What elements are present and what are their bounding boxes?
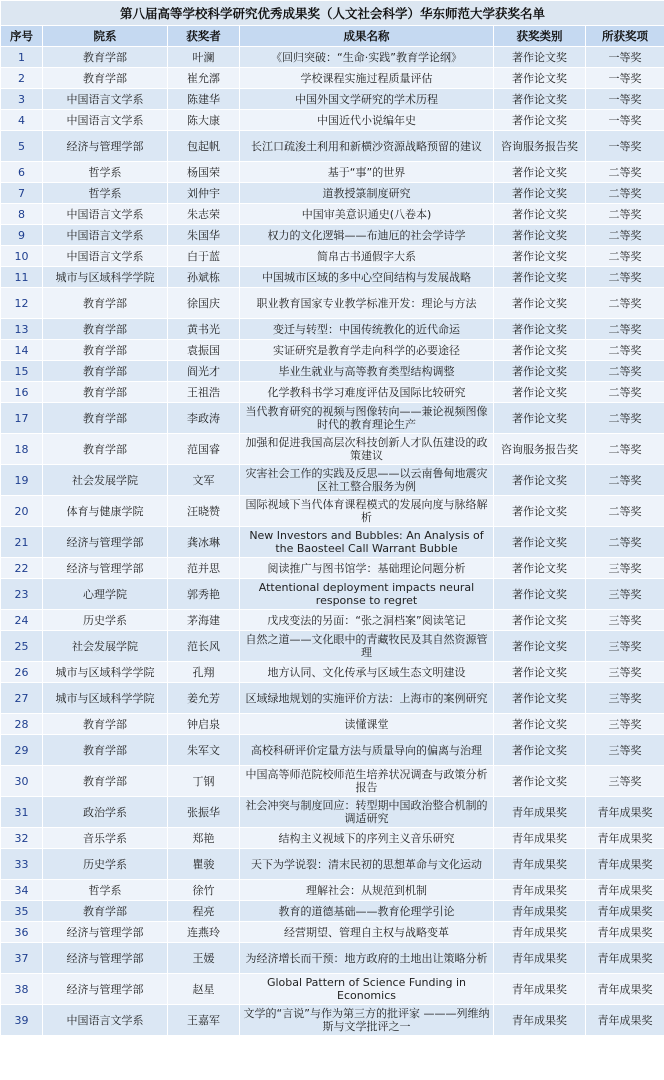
table-row (1, 662, 664, 683)
table-row (1, 610, 664, 631)
cell-no: 24 (1, 610, 43, 631)
cell-dept: 哲学系 (43, 162, 168, 183)
cell-no: 32 (1, 828, 43, 849)
cell-award: 青年成果奖 (586, 880, 664, 901)
cell-person: 李政涛 (168, 403, 240, 434)
cell-category: 著作论文奖 (494, 47, 586, 68)
table-row (1, 849, 664, 880)
cell-category: 著作论文奖 (494, 496, 586, 527)
cell-award: 二等奖 (586, 267, 664, 288)
cell-person: 朱国华 (168, 225, 240, 246)
cell-dept: 教育学部 (43, 735, 168, 766)
cell-category: 青年成果奖 (494, 849, 586, 880)
cell-title: 变迁与转型：中国传统教化的近代命运 (240, 319, 494, 340)
cell-award: 三等奖 (586, 766, 664, 797)
cell-title: 加强和促进我国高层次科技创新人才队伍建设的政策建议 (240, 434, 494, 465)
cell-award: 一等奖 (586, 47, 664, 68)
cell-title: 高校科研评价定量方法与质量导向的偏离与治理 (240, 735, 494, 766)
cell-title: 中国城市区域的多中心空间结构与发展战略 (240, 267, 494, 288)
table-row (1, 183, 664, 204)
cell-title: 当代教育研究的视频与图像转向——兼论视频图像时代的教育理论生产 (240, 403, 494, 434)
cell-person: 王嘉军 (168, 1005, 240, 1036)
cell-category: 著作论文奖 (494, 403, 586, 434)
cell-award: 三等奖 (586, 631, 664, 662)
table-row (1, 131, 664, 162)
cell-no: 26 (1, 662, 43, 683)
cell-title: 道教授箓制度研究 (240, 183, 494, 204)
cell-category: 著作论文奖 (494, 610, 586, 631)
table-row (1, 319, 664, 340)
table-row (1, 496, 664, 527)
cell-person: 张振华 (168, 797, 240, 828)
cell-title: 地方认同、文化传承与区域生态文明建设 (240, 662, 494, 683)
cell-category: 青年成果奖 (494, 943, 586, 974)
cell-award: 二等奖 (586, 527, 664, 558)
cell-title: 权力的文化逻辑——布迪厄的社会学诗学 (240, 225, 494, 246)
cell-title: 基于“事”的世界 (240, 162, 494, 183)
cell-dept: 哲学系 (43, 880, 168, 901)
cell-category: 著作论文奖 (494, 340, 586, 361)
cell-category: 著作论文奖 (494, 465, 586, 496)
table-row (1, 382, 664, 403)
title-row (1, 1, 664, 26)
cell-category: 著作论文奖 (494, 631, 586, 662)
cell-award: 三等奖 (586, 683, 664, 714)
cell-dept: 教育学部 (43, 319, 168, 340)
table-row (1, 465, 664, 496)
table-row (1, 943, 664, 974)
cell-category: 著作论文奖 (494, 558, 586, 579)
cell-dept: 教育学部 (43, 382, 168, 403)
cell-award: 二等奖 (586, 288, 664, 319)
cell-title: 社会冲突与制度回应：转型期中国政治整合机制的调适研究 (240, 797, 494, 828)
cell-title: 文学的“言说”与作为第三方的批评家 ———列维纳斯与文学批评之一 (240, 1005, 494, 1036)
cell-award: 青年成果奖 (586, 1005, 664, 1036)
cell-title: Attentional deployment impacts neural response to regret (240, 579, 494, 610)
cell-no: 13 (1, 319, 43, 340)
cell-award: 二等奖 (586, 162, 664, 183)
cell-dept: 经济与管理学部 (43, 974, 168, 1005)
cell-person: 赵星 (168, 974, 240, 1005)
cell-dept: 城市与区域科学学院 (43, 662, 168, 683)
cell-person: 连燕玲 (168, 922, 240, 943)
cell-dept: 经济与管理学部 (43, 527, 168, 558)
cell-award: 青年成果奖 (586, 922, 664, 943)
table-row (1, 735, 664, 766)
cell-person: 阎光才 (168, 361, 240, 382)
cell-no: 38 (1, 974, 43, 1005)
cell-no: 28 (1, 714, 43, 735)
cell-award: 青年成果奖 (586, 849, 664, 880)
cell-award: 一等奖 (586, 89, 664, 110)
cell-category: 著作论文奖 (494, 267, 586, 288)
table-row (1, 89, 664, 110)
cell-person: 杨国荣 (168, 162, 240, 183)
cell-person: 程亮 (168, 901, 240, 922)
cell-category: 著作论文奖 (494, 162, 586, 183)
cell-award: 青年成果奖 (586, 828, 664, 849)
cell-category: 青年成果奖 (494, 797, 586, 828)
table-row (1, 162, 664, 183)
cell-no: 29 (1, 735, 43, 766)
cell-category: 著作论文奖 (494, 288, 586, 319)
cell-person: 王媛 (168, 943, 240, 974)
cell-title: 中国近代小说编年史 (240, 110, 494, 131)
cell-title: 职业教育国家专业教学标准开发：理论与方法 (240, 288, 494, 319)
table-row (1, 204, 664, 225)
cell-award: 青年成果奖 (586, 974, 664, 1005)
table-row (1, 434, 664, 465)
cell-person: 郑艳 (168, 828, 240, 849)
cell-person: 朱志荣 (168, 204, 240, 225)
cell-award: 三等奖 (586, 579, 664, 610)
cell-dept: 教育学部 (43, 901, 168, 922)
cell-award: 一等奖 (586, 110, 664, 131)
cell-category: 著作论文奖 (494, 68, 586, 89)
table-row (1, 225, 664, 246)
cell-award: 二等奖 (586, 204, 664, 225)
cell-no: 21 (1, 527, 43, 558)
cell-dept: 经济与管理学部 (43, 131, 168, 162)
cell-no: 27 (1, 683, 43, 714)
cell-no: 14 (1, 340, 43, 361)
cell-title: 中国审美意识通史(八卷本) (240, 204, 494, 225)
cell-no: 36 (1, 922, 43, 943)
cell-no: 15 (1, 361, 43, 382)
cell-dept: 教育学部 (43, 47, 168, 68)
cell-title: 简帛古书通假字大系 (240, 246, 494, 267)
cell-no: 17 (1, 403, 43, 434)
table-row (1, 110, 664, 131)
cell-person: 叶澜 (168, 47, 240, 68)
cell-person: 徐国庆 (168, 288, 240, 319)
cell-category: 著作论文奖 (494, 361, 586, 382)
cell-dept: 经济与管理学部 (43, 922, 168, 943)
cell-person: 姜允芳 (168, 683, 240, 714)
cell-no: 33 (1, 849, 43, 880)
cell-category: 青年成果奖 (494, 922, 586, 943)
cell-person: 白于蓝 (168, 246, 240, 267)
cell-category: 著作论文奖 (494, 579, 586, 610)
table-row (1, 828, 664, 849)
cell-category: 青年成果奖 (494, 1005, 586, 1036)
table-row (1, 340, 664, 361)
cell-person: 徐竹 (168, 880, 240, 901)
cell-dept: 历史学系 (43, 849, 168, 880)
table-row (1, 631, 664, 662)
header-person: 获奖者 (168, 26, 240, 47)
cell-person: 黄书光 (168, 319, 240, 340)
cell-dept: 教育学部 (43, 434, 168, 465)
table-row (1, 901, 664, 922)
cell-title: 中国外国文学研究的学术历程 (240, 89, 494, 110)
cell-award: 二等奖 (586, 496, 664, 527)
table-title: 第八届高等学校科学研究优秀成果奖（人文社会科学）华东师范大学获奖名单 (1, 1, 664, 26)
cell-title: 《回归突破：“生命·实践”教育学论纲》 (240, 47, 494, 68)
cell-person: 崔允漷 (168, 68, 240, 89)
cell-category: 著作论文奖 (494, 662, 586, 683)
table-row (1, 579, 664, 610)
cell-category: 著作论文奖 (494, 183, 586, 204)
cell-person: 钟启泉 (168, 714, 240, 735)
cell-person: 王祖浩 (168, 382, 240, 403)
cell-no: 31 (1, 797, 43, 828)
cell-category: 著作论文奖 (494, 382, 586, 403)
cell-person: 袁振国 (168, 340, 240, 361)
cell-dept: 体育与健康学院 (43, 496, 168, 527)
header-category: 获奖类别 (494, 26, 586, 47)
cell-title: New Investors and Bubbles: An Analysis of the Baosteel Call Warrant Bubble (240, 527, 494, 558)
cell-no: 25 (1, 631, 43, 662)
cell-category: 著作论文奖 (494, 246, 586, 267)
cell-dept: 教育学部 (43, 288, 168, 319)
cell-person: 陈大康 (168, 110, 240, 131)
cell-category: 著作论文奖 (494, 225, 586, 246)
table-row (1, 974, 664, 1005)
cell-person: 汪晓赞 (168, 496, 240, 527)
cell-dept: 教育学部 (43, 403, 168, 434)
cell-dept: 历史学系 (43, 610, 168, 631)
header-title: 成果名称 (240, 26, 494, 47)
cell-no: 7 (1, 183, 43, 204)
cell-award: 二等奖 (586, 361, 664, 382)
cell-title: 区域绿地规划的实施评价方法：上海市的案例研究 (240, 683, 494, 714)
cell-title: Global Pattern of Science Funding in Economics (240, 974, 494, 1005)
cell-person: 孙斌栋 (168, 267, 240, 288)
cell-person: 陈建华 (168, 89, 240, 110)
cell-category: 著作论文奖 (494, 110, 586, 131)
table-body (1, 47, 664, 1036)
cell-dept: 教育学部 (43, 361, 168, 382)
cell-award: 三等奖 (586, 662, 664, 683)
table-row (1, 880, 664, 901)
cell-award: 三等奖 (586, 735, 664, 766)
cell-title: 为经济增长而干预：地方政府的土地出让策略分析 (240, 943, 494, 974)
cell-person: 文军 (168, 465, 240, 496)
cell-category: 著作论文奖 (494, 204, 586, 225)
table-row (1, 246, 664, 267)
cell-no: 3 (1, 89, 43, 110)
cell-dept: 政治学系 (43, 797, 168, 828)
cell-no: 9 (1, 225, 43, 246)
cell-award: 一等奖 (586, 68, 664, 89)
cell-dept: 心理学院 (43, 579, 168, 610)
cell-dept: 中国语言文学系 (43, 89, 168, 110)
cell-title: 自然之道——文化眼中的青藏牧民及其自然资源管理 (240, 631, 494, 662)
cell-person: 瞿骏 (168, 849, 240, 880)
cell-dept: 中国语言文学系 (43, 225, 168, 246)
cell-category: 著作论文奖 (494, 527, 586, 558)
cell-dept: 教育学部 (43, 68, 168, 89)
cell-award: 青年成果奖 (586, 797, 664, 828)
cell-category: 青年成果奖 (494, 974, 586, 1005)
cell-award: 三等奖 (586, 714, 664, 735)
table-row (1, 714, 664, 735)
cell-dept: 教育学部 (43, 340, 168, 361)
cell-award: 青年成果奖 (586, 901, 664, 922)
cell-category: 著作论文奖 (494, 714, 586, 735)
cell-no: 18 (1, 434, 43, 465)
cell-award: 青年成果奖 (586, 943, 664, 974)
cell-person: 丁钢 (168, 766, 240, 797)
cell-title: 结构主义视域下的序列主义音乐研究 (240, 828, 494, 849)
cell-no: 12 (1, 288, 43, 319)
table-row (1, 527, 664, 558)
cell-title: 化学教科书学习难度评估及国际比较研究 (240, 382, 494, 403)
cell-no: 16 (1, 382, 43, 403)
cell-no: 37 (1, 943, 43, 974)
cell-title: 阅读推广与图书馆学：基础理论问题分析 (240, 558, 494, 579)
cell-no: 10 (1, 246, 43, 267)
cell-title: 经营期望、管理自主权与战略变革 (240, 922, 494, 943)
cell-person: 龚冰琳 (168, 527, 240, 558)
cell-title: 读懂课堂 (240, 714, 494, 735)
header-dept: 院系 (43, 26, 168, 47)
cell-title: 学校课程实施过程质量评估 (240, 68, 494, 89)
cell-no: 39 (1, 1005, 43, 1036)
cell-dept: 城市与区域科学学院 (43, 267, 168, 288)
cell-award: 二等奖 (586, 183, 664, 204)
cell-person: 郭秀艳 (168, 579, 240, 610)
table-row (1, 683, 664, 714)
cell-category: 青年成果奖 (494, 901, 586, 922)
cell-title: 长江口疏浚土利用和新横沙资源战略预留的建议 (240, 131, 494, 162)
table-row (1, 558, 664, 579)
cell-no: 1 (1, 47, 43, 68)
table-row (1, 361, 664, 382)
cell-person: 范并思 (168, 558, 240, 579)
cell-category: 著作论文奖 (494, 766, 586, 797)
cell-dept: 教育学部 (43, 714, 168, 735)
cell-no: 5 (1, 131, 43, 162)
cell-dept: 社会发展学院 (43, 631, 168, 662)
cell-category: 咨询服务报告奖 (494, 434, 586, 465)
table-row (1, 47, 664, 68)
cell-person: 范长风 (168, 631, 240, 662)
header-no: 序号 (1, 26, 43, 47)
cell-dept: 经济与管理学部 (43, 558, 168, 579)
cell-person: 孔翔 (168, 662, 240, 683)
cell-no: 19 (1, 465, 43, 496)
cell-no: 35 (1, 901, 43, 922)
cell-title: 教育的道德基础——教育伦理学引论 (240, 901, 494, 922)
table-row (1, 797, 664, 828)
cell-person: 包起帆 (168, 131, 240, 162)
header-row (1, 26, 664, 47)
cell-category: 青年成果奖 (494, 828, 586, 849)
cell-award: 二等奖 (586, 319, 664, 340)
cell-dept: 哲学系 (43, 183, 168, 204)
cell-dept: 教育学部 (43, 766, 168, 797)
cell-no: 23 (1, 579, 43, 610)
table-row (1, 288, 664, 319)
header-award: 所获奖项 (586, 26, 664, 47)
cell-person: 范国睿 (168, 434, 240, 465)
cell-category: 青年成果奖 (494, 880, 586, 901)
cell-dept: 经济与管理学部 (43, 943, 168, 974)
cell-category: 著作论文奖 (494, 735, 586, 766)
cell-title: 戊戌变法的另面：“张之洞档案”阅读笔记 (240, 610, 494, 631)
cell-dept: 中国语言文学系 (43, 110, 168, 131)
cell-title: 灾害社会工作的实践及反思——以云南鲁甸地震灾区社工整合服务为例 (240, 465, 494, 496)
cell-award: 二等奖 (586, 434, 664, 465)
cell-title: 天下为学说裂：清末民初的思想革命与文化运动 (240, 849, 494, 880)
cell-person: 朱军文 (168, 735, 240, 766)
cell-dept: 城市与区域科学学院 (43, 683, 168, 714)
cell-award: 二等奖 (586, 225, 664, 246)
cell-title: 毕业生就业与高等教育类型结构调整 (240, 361, 494, 382)
cell-category: 著作论文奖 (494, 683, 586, 714)
cell-person: 茅海建 (168, 610, 240, 631)
cell-category: 著作论文奖 (494, 319, 586, 340)
cell-no: 8 (1, 204, 43, 225)
cell-award: 二等奖 (586, 403, 664, 434)
cell-no: 30 (1, 766, 43, 797)
table-row (1, 68, 664, 89)
cell-title: 实证研究是教育学走向科学的必要途径 (240, 340, 494, 361)
cell-no: 34 (1, 880, 43, 901)
cell-no: 22 (1, 558, 43, 579)
cell-award: 二等奖 (586, 382, 664, 403)
table-row (1, 403, 664, 434)
cell-dept: 音乐学系 (43, 828, 168, 849)
cell-dept: 中国语言文学系 (43, 246, 168, 267)
cell-dept: 中国语言文学系 (43, 1005, 168, 1036)
cell-no: 11 (1, 267, 43, 288)
cell-category: 咨询服务报告奖 (494, 131, 586, 162)
cell-person: 刘仲宇 (168, 183, 240, 204)
cell-title: 理解社会：从规范到机制 (240, 880, 494, 901)
cell-award: 二等奖 (586, 246, 664, 267)
cell-no: 6 (1, 162, 43, 183)
table-row (1, 766, 664, 797)
cell-category: 著作论文奖 (494, 89, 586, 110)
cell-dept: 社会发展学院 (43, 465, 168, 496)
cell-award: 一等奖 (586, 131, 664, 162)
cell-dept: 中国语言文学系 (43, 204, 168, 225)
cell-no: 4 (1, 110, 43, 131)
cell-title: 中国高等师范院校师范生培养状况调查与政策分析报告 (240, 766, 494, 797)
cell-award: 二等奖 (586, 465, 664, 496)
table-row (1, 1005, 664, 1036)
cell-award: 三等奖 (586, 610, 664, 631)
cell-award: 二等奖 (586, 340, 664, 361)
cell-award: 三等奖 (586, 558, 664, 579)
table-row (1, 922, 664, 943)
table-row (1, 267, 664, 288)
cell-title: 国际视域下当代体育课程模式的发展向度与脉络解析 (240, 496, 494, 527)
cell-no: 2 (1, 68, 43, 89)
cell-no: 20 (1, 496, 43, 527)
